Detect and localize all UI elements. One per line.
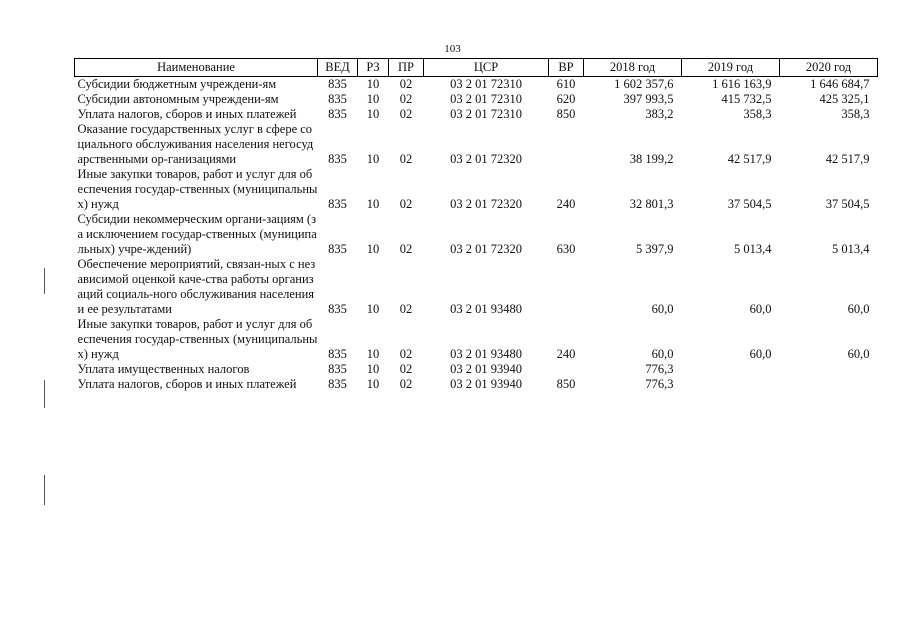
scan-mark	[44, 268, 45, 294]
row-pr: 02	[399, 242, 413, 256]
row-name: Иные закупки товаров, работ и услуг для обеспечения государ-ственных (муниципальных) нужд	[77, 317, 318, 361]
row-value-2020: 425 325,1	[819, 92, 870, 106]
row-csr: 03 2 01 72310	[450, 107, 522, 121]
row-ved: 835	[328, 347, 347, 361]
row-ved: 835	[328, 197, 347, 211]
row-csr: 03 2 01 72310	[450, 92, 522, 106]
row-rz: 10	[366, 197, 380, 211]
header-csr: ЦСР	[424, 59, 549, 77]
row-value-2019: 358,3	[743, 107, 772, 121]
table-row	[75, 77, 878, 93]
row-value-2018: 38 199,2	[629, 152, 674, 166]
row-vr	[549, 257, 584, 317]
row-ved: 835	[328, 92, 347, 106]
row-csr: 03 2 01 72320	[450, 197, 522, 211]
row-value-2020: 5 013,4	[832, 242, 870, 256]
row-value-2018: 60,0	[651, 302, 674, 316]
row-csr: 03 2 01 93480	[450, 302, 522, 316]
row-value-2019	[682, 377, 780, 392]
row-value-2020	[780, 377, 878, 392]
header-name: Наименование	[75, 59, 318, 77]
budget-table	[74, 58, 878, 392]
row-rz: 10	[366, 77, 380, 91]
page-number: 103	[444, 43, 461, 55]
header-2019: 2019 год	[682, 59, 780, 77]
row-name: Субсидии некоммерческим органи-зациям (за исключением государ-ственных (муниципальных) учре-ждений)	[77, 212, 317, 256]
row-value-2019: 37 504,5	[727, 197, 772, 211]
row-value-2018: 60,0	[651, 347, 674, 361]
table-row	[75, 377, 878, 392]
row-value-2019: 415 732,5	[721, 92, 772, 106]
row-vr: 850	[556, 377, 576, 391]
row-csr: 03 2 01 93940	[450, 362, 522, 376]
row-name: Уплата имущественных налогов	[77, 362, 250, 376]
row-vr: 610	[556, 77, 576, 91]
scan-mark	[44, 380, 45, 408]
row-name: Обеспечение мероприятий, связан-ных с независимой оценкой каче-ства работы организаций социаль-ного обслуживания населения и ее результатами	[77, 257, 316, 316]
table-row	[75, 122, 878, 167]
row-value-2018: 5 397,9	[636, 242, 674, 256]
row-rz: 10	[366, 377, 380, 391]
row-value-2018: 32 801,3	[629, 197, 674, 211]
row-pr: 02	[399, 107, 413, 121]
row-ved: 835	[328, 152, 347, 166]
row-pr: 02	[399, 302, 413, 316]
row-csr: 03 2 01 93940	[450, 377, 522, 391]
table-row	[75, 257, 878, 317]
row-vr: 630	[556, 242, 576, 256]
row-value-2018: 776,3	[645, 377, 674, 391]
row-value-2019	[682, 362, 780, 377]
row-ved: 835	[328, 362, 347, 376]
row-name: Иные закупки товаров, работ и услуг для обеспечения государ-ственных (муниципальных) нужд	[77, 167, 318, 211]
table-row	[75, 92, 878, 107]
row-vr: 240	[556, 347, 576, 361]
row-value-2020: 60,0	[847, 302, 870, 316]
row-ved: 835	[328, 302, 347, 316]
row-csr: 03 2 01 72310	[450, 77, 522, 91]
row-value-2018: 397 993,5	[623, 92, 674, 106]
row-rz: 10	[366, 107, 380, 121]
row-vr: 850	[556, 107, 576, 121]
row-rz: 10	[366, 242, 380, 256]
row-vr	[549, 122, 584, 167]
table-row	[75, 317, 878, 362]
row-ved: 835	[328, 242, 347, 256]
row-value-2019: 60,0	[749, 347, 772, 361]
header-vr: ВР	[549, 59, 584, 77]
header-2018: 2018 год	[584, 59, 682, 77]
row-name: Субсидии автономным учреждени-ям	[77, 92, 279, 106]
row-pr: 02	[399, 197, 413, 211]
row-pr: 02	[399, 92, 413, 106]
row-name: Уплата налогов, сборов и иных платежей	[77, 107, 297, 121]
row-value-2018: 776,3	[645, 362, 674, 376]
row-rz: 10	[366, 152, 380, 166]
row-pr: 02	[399, 152, 413, 166]
header-2020: 2020 год	[780, 59, 878, 77]
table-header	[75, 59, 878, 77]
row-ved: 835	[328, 107, 347, 121]
row-value-2020: 1 646 684,7	[810, 77, 870, 91]
row-value-2018: 1 602 357,6	[614, 77, 674, 91]
table-row	[75, 362, 878, 377]
row-value-2020: 42 517,9	[825, 152, 870, 166]
row-csr: 03 2 01 72320	[450, 152, 522, 166]
row-value-2019: 1 616 163,9	[712, 77, 772, 91]
row-vr	[549, 362, 584, 377]
row-value-2020: 358,3	[841, 107, 870, 121]
table-row	[75, 167, 878, 212]
row-pr: 02	[399, 362, 413, 376]
row-rz: 10	[366, 362, 380, 376]
row-rz: 10	[366, 347, 380, 361]
row-vr: 620	[556, 92, 576, 106]
row-pr: 02	[399, 77, 413, 91]
row-name: Оказание государственных услуг в сфере социального обслуживания населения негосударственными ор-ганизациями	[77, 122, 314, 166]
row-name: Уплата налогов, сборов и иных платежей	[77, 377, 297, 391]
row-value-2020: 37 504,5	[825, 197, 870, 211]
row-rz: 10	[366, 92, 380, 106]
row-ved: 835	[328, 377, 347, 391]
row-ved: 835	[328, 77, 347, 91]
row-csr: 03 2 01 93480	[450, 347, 522, 361]
row-value-2020: 60,0	[847, 347, 870, 361]
header-rz: РЗ	[358, 59, 389, 77]
row-vr: 240	[556, 197, 576, 211]
row-value-2019: 5 013,4	[734, 242, 772, 256]
row-pr: 02	[399, 347, 413, 361]
row-rz: 10	[366, 302, 380, 316]
row-value-2020	[780, 362, 878, 377]
row-csr: 03 2 01 72320	[450, 242, 522, 256]
scan-mark	[44, 475, 45, 505]
row-value-2019: 60,0	[749, 302, 772, 316]
table-row	[75, 107, 878, 122]
row-value-2018: 383,2	[645, 107, 674, 121]
table-row	[75, 212, 878, 257]
header-pr: ПР	[389, 59, 424, 77]
row-name: Субсидии бюджетным учреждени-ям	[77, 77, 277, 91]
row-value-2019: 42 517,9	[727, 152, 772, 166]
header-ved: ВЕД	[318, 59, 358, 77]
row-pr: 02	[399, 377, 413, 391]
